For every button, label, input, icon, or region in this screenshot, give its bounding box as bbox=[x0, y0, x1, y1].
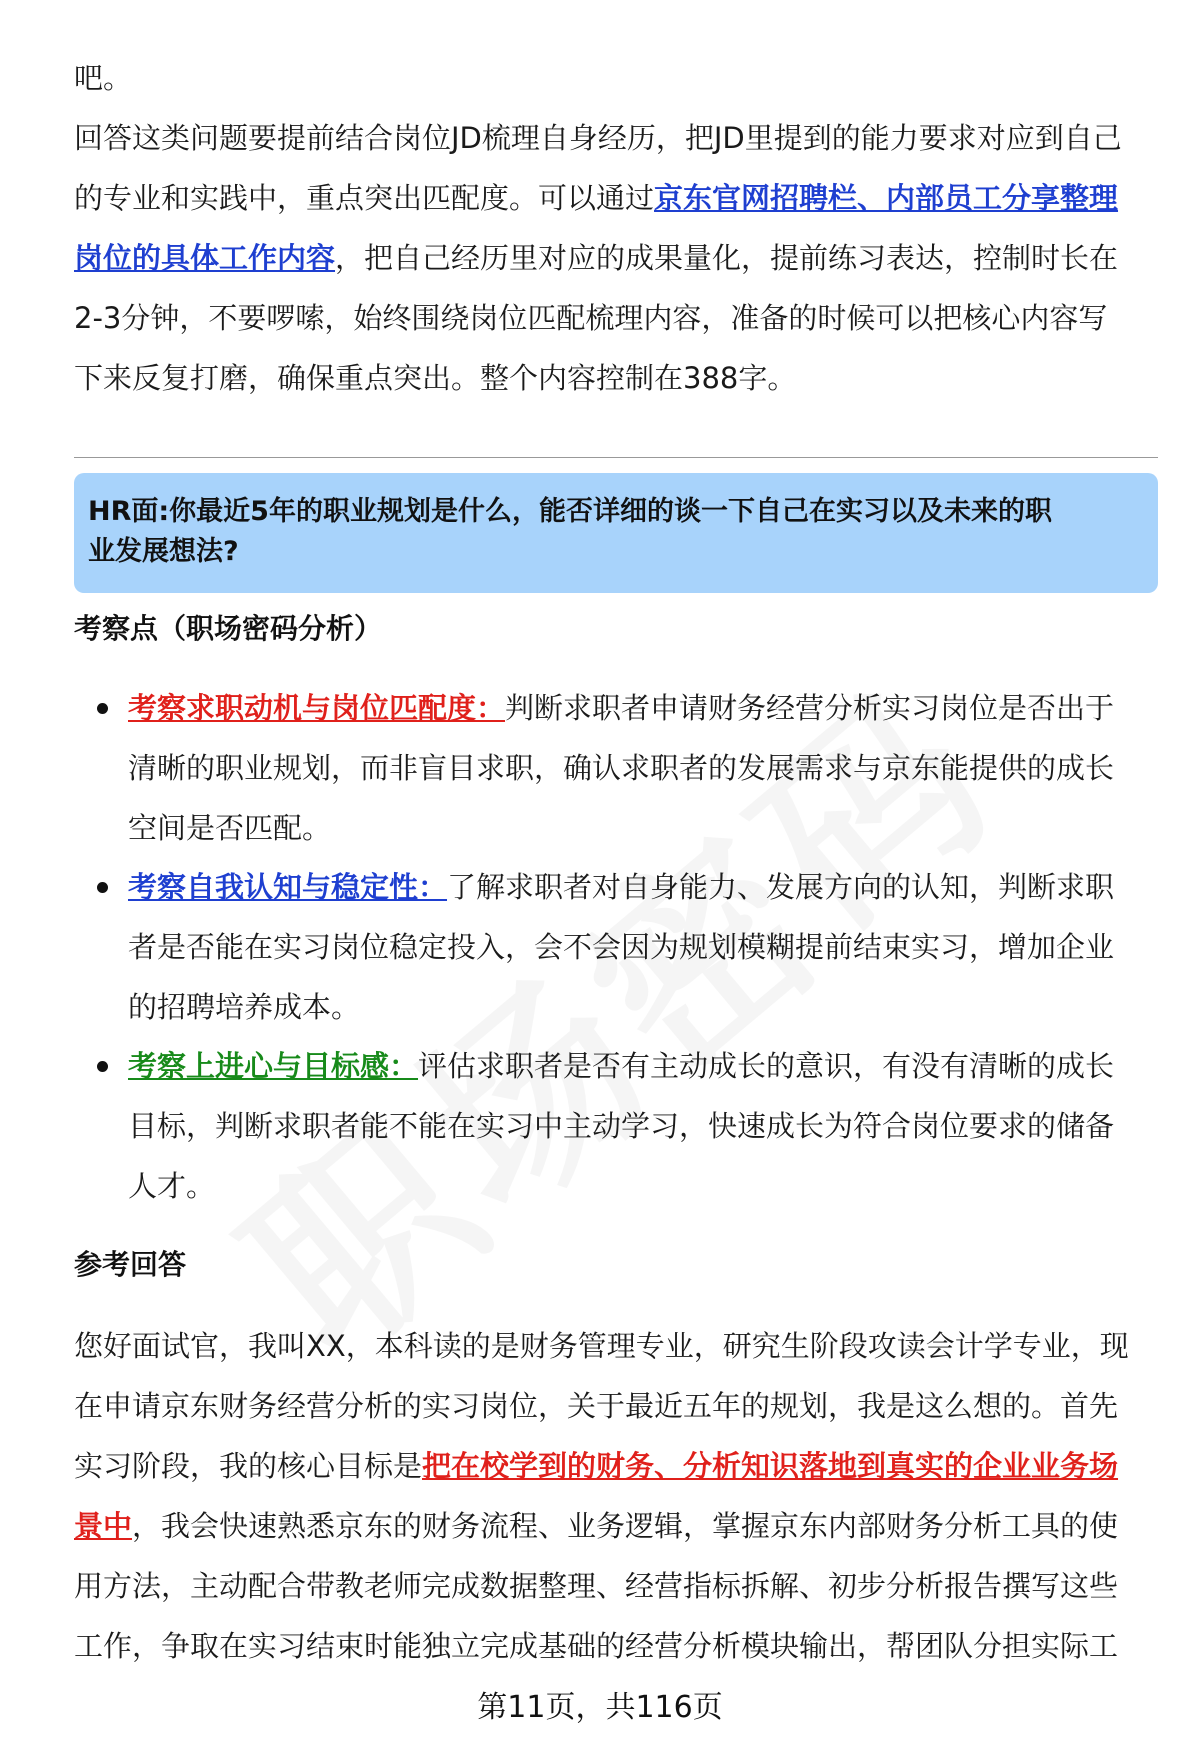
question-line-2: 业发展想法? bbox=[88, 536, 239, 567]
intro-line-4 bbox=[74, 238, 1118, 278]
answer-line-5: 用方法，主动配合带教老师完成数据整理、经营指标拆解、初步分析报告撰写这些 bbox=[74, 1569, 1119, 1603]
source-link[interactable]: 京东官网招聘栏、内部员工分享整理 bbox=[654, 181, 1119, 215]
bullet-1-line-2: 清晰的职业规划，而非盲目求职，确认求职者的发展需求与京东能提供的成长 bbox=[128, 751, 1115, 785]
analysis-heading: 考察点（职场密码分析） bbox=[74, 612, 383, 645]
section-divider bbox=[74, 457, 1158, 458]
intro-line-1: 吧。 bbox=[74, 61, 133, 95]
question-line-1: HR面:你最近5年的职业规划是什么，能否详细的谈一下自己在实习以及未来的职 bbox=[88, 496, 1052, 527]
bullet-2-line-2: 者是否能在实习岗位稳定投入，会不会因为规划模糊提前结束实习，增加企业 bbox=[128, 930, 1115, 964]
answer-highlight: 把在校学到的财务、分析知识落地到真实的企业业务场 bbox=[422, 1449, 1119, 1483]
intro-line-5: 2-3分钟，不要啰嗦，始终围绕岗位匹配梳理内容，准备的时候可以把核心内容写 bbox=[74, 301, 1108, 335]
bullet-2-line-3: 的招聘培养成本。 bbox=[128, 990, 361, 1024]
bullet-2-label: 考察自我认知与稳定性： bbox=[128, 870, 448, 904]
bullet-2-line-1 bbox=[128, 867, 1114, 907]
bullet-3-text: 评估求职者是否有主动成长的意识，有没有清晰的成长 bbox=[418, 1049, 1115, 1083]
intro-line-3 bbox=[74, 178, 1118, 218]
answer-text: ，我会快速熟悉京东的财务流程、业务逻辑，掌握京东内部财务分析工具的使 bbox=[132, 1509, 1119, 1543]
answer-line-1: 您好面试官，我叫XX，本科读的是财务管理专业，研究生阶段攻读会计学专业，现 bbox=[74, 1329, 1129, 1363]
intro-text: ，把自己经历里对应的成果量化，提前练习表达，控制时长在 bbox=[335, 241, 1119, 275]
bullet-3-line-3: 人才。 bbox=[128, 1169, 216, 1203]
answer-line-6: 工作，争取在实习结束时能独立完成基础的经营分析模块输出，帮团队分担实际工 bbox=[74, 1629, 1119, 1663]
intro-line-6: 下来反复打磨，确保重点突出。整个内容控制在388字。 bbox=[74, 361, 797, 395]
bullet-dot bbox=[97, 703, 108, 714]
page-number: 第11页，共116页 bbox=[477, 1690, 723, 1725]
answer-line-2: 在申请京东财务经营分析的实习岗位，关于最近五年的规划，我是这么想的。首先 bbox=[74, 1389, 1119, 1423]
bullet-1-line-3: 空间是否匹配。 bbox=[128, 811, 332, 845]
bullet-1-line-1 bbox=[128, 688, 1114, 728]
bullet-1-label: 考察求职动机与岗位匹配度： bbox=[128, 691, 506, 725]
answer-line-4 bbox=[74, 1506, 1118, 1546]
bullet-dot bbox=[97, 882, 108, 893]
bullet-3-line-2: 目标，判断求职者能不能在实习中主动学习，快速成长为符合岗位要求的储备 bbox=[128, 1109, 1115, 1143]
intro-text: 的专业和实践中，重点突出匹配度。可以通过 bbox=[74, 181, 655, 215]
answer-highlight-cont: 景中 bbox=[74, 1509, 133, 1543]
answer-text: 实习阶段，我的核心目标是 bbox=[74, 1449, 423, 1483]
question-box bbox=[74, 473, 1158, 593]
answer-line-3 bbox=[74, 1446, 1118, 1486]
bullet-3-label: 考察上进心与目标感： bbox=[128, 1049, 419, 1083]
source-link-cont[interactable]: 岗位的具体工作内容 bbox=[74, 241, 336, 275]
intro-line-2: 回答这类问题要提前结合岗位JD梳理自身经历，把JD里提到的能力要求对应到自己 bbox=[74, 121, 1122, 155]
answer-heading: 参考回答 bbox=[74, 1248, 187, 1281]
bullet-2-text: 了解求职者对自身能力、发展方向的认知，判断求职 bbox=[447, 870, 1115, 904]
bullet-3-line-1 bbox=[128, 1046, 1114, 1086]
bullet-dot bbox=[97, 1061, 108, 1072]
bullet-1-text: 判断求职者申请财务经营分析实习岗位是否出于 bbox=[505, 691, 1115, 725]
